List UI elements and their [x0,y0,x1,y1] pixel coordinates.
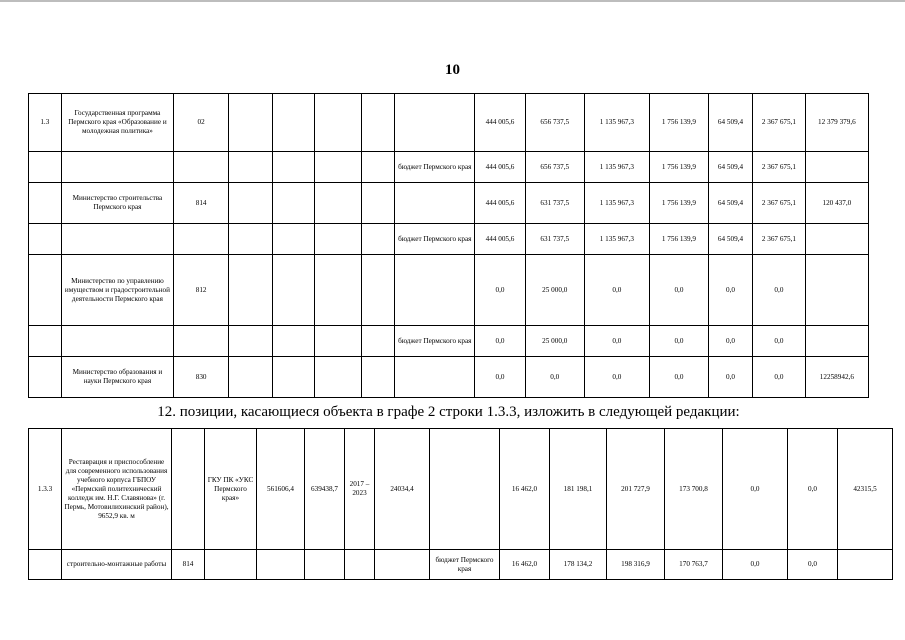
table-cell: 0,0 [584,326,649,357]
table-cell: 1 135 967,3 [584,183,649,224]
table-cell [315,326,361,357]
table-cell [805,224,868,255]
table-cell [305,550,345,580]
table-cell: 656 737,5 [525,152,584,183]
table-row [29,152,869,183]
table-cell: 201 727,9 [607,429,665,550]
table-row [29,429,893,550]
table-cell: 444 005,6 [475,224,526,255]
table-cell: 444 005,6 [475,183,526,224]
table-cell [838,550,893,580]
table-cell [273,152,315,183]
table-cell: бюджет Пермского края [395,152,475,183]
table-cell: 0,0 [753,255,806,326]
table-cell [395,183,475,224]
amendment-note: 12. позиции, касающиеся объекта в графе 2 строки 1.3.3, изложить в следующей редакции: [157,404,740,420]
table-cell [273,357,315,398]
table-cell: Министерство по управлению имуществом и градостроительной деятельности Пермского края [61,255,174,326]
table-cell: Министерство образования и науки Пермского края [61,357,174,398]
table-cell [228,224,272,255]
table-cell [315,183,361,224]
table-cell [257,550,305,580]
table-cell: 24034,4 [375,429,430,550]
table-cell: 1 135 967,3 [584,224,649,255]
table-cell: бюджет Пермского края [430,550,500,580]
table-cell [228,326,272,357]
table-cell [174,152,229,183]
table-cell: 0,0 [584,255,649,326]
table-cell: 178 134,2 [550,550,607,580]
table-row [29,94,869,152]
table-cell [395,357,475,398]
table-cell: 656 737,5 [525,94,584,152]
table-cell: 0,0 [475,357,526,398]
table-cell [430,429,500,550]
table-cell: 198 316,9 [607,550,665,580]
page-number: 10 [445,62,460,78]
table-cell: 0,0 [475,255,526,326]
table-cell: 181 198,1 [550,429,607,550]
table-cell: 0,0 [649,326,708,357]
table-cell [228,357,272,398]
scan-edge-line [0,0,905,2]
table-cell [29,326,62,357]
table-cell [805,255,868,326]
table-cell: 0,0 [475,326,526,357]
table-cell: 812 [174,255,229,326]
table-cell: 0,0 [708,255,752,326]
table-cell [395,94,475,152]
table-row [29,550,893,580]
table-cell: 561606,4 [257,429,305,550]
table-cell: бюджет Пермского края [395,326,475,357]
table-cell: 1 756 139,9 [649,94,708,152]
table-cell [315,94,361,152]
table-cell [805,152,868,183]
table-cell [805,326,868,357]
budget-table-2 [28,428,893,580]
table-cell [205,550,257,580]
table-cell: 0,0 [723,550,788,580]
table-row [29,255,869,326]
table-cell: 0,0 [708,326,752,357]
table-cell: строительно-монтажные работы [62,550,172,580]
table-cell: 170 763,7 [665,550,723,580]
table-cell: 12 379 379,6 [805,94,868,152]
table-cell [29,183,62,224]
table-cell: 0,0 [649,255,708,326]
table-cell [361,357,395,398]
table-cell [61,326,174,357]
table-cell [29,357,62,398]
table-cell: 631 737,5 [525,224,584,255]
table-cell [61,224,174,255]
table-cell: 120 437,0 [805,183,868,224]
table-cell: 0,0 [753,357,806,398]
table-cell: 0,0 [788,550,838,580]
table-cell [361,326,395,357]
table-cell [273,183,315,224]
table-cell [174,326,229,357]
table-cell: Министерство строительства Пермского края [61,183,174,224]
table-cell [361,94,395,152]
table-cell [375,550,430,580]
table-cell: 42315,5 [838,429,893,550]
table-cell: 0,0 [753,326,806,357]
table-cell: 444 005,6 [475,152,526,183]
table-cell: 0,0 [708,357,752,398]
table-cell: 639438,7 [305,429,345,550]
table-cell: 2 367 675,1 [753,152,806,183]
table-cell: 814 [174,183,229,224]
table-cell: 2 367 675,1 [753,94,806,152]
table-cell [273,326,315,357]
table-cell: 2 367 675,1 [753,183,806,224]
table-cell [172,429,205,550]
table-cell: 1 756 139,9 [649,152,708,183]
table-cell: 64 509,4 [708,94,752,152]
table-cell [273,224,315,255]
table-row [29,357,869,398]
table-cell: 814 [172,550,205,580]
table-cell: 2 367 675,1 [753,224,806,255]
table-cell: 0,0 [649,357,708,398]
table-cell [29,152,62,183]
table-cell: 1.3 [29,94,62,152]
table-cell [361,152,395,183]
table-cell [315,224,361,255]
table-cell: 173 700,8 [665,429,723,550]
table-row [29,183,869,224]
table-cell: 64 509,4 [708,152,752,183]
table-cell: 444 005,6 [475,94,526,152]
table-cell: 830 [174,357,229,398]
table-cell: 02 [174,94,229,152]
table-cell [273,255,315,326]
table-cell: 1.3.3 [29,429,62,550]
table-cell: 0,0 [525,357,584,398]
table-cell: 64 509,4 [708,224,752,255]
table-cell: ГКУ ПК «УКС Пермского края» [205,429,257,550]
table-cell: 2017 – 2023 [345,429,375,550]
table-cell: 25 000,0 [525,326,584,357]
table-cell: бюджет Пермского края [395,224,475,255]
table-cell [61,152,174,183]
table-cell: 1 756 139,9 [649,183,708,224]
table-cell: 1 135 967,3 [584,152,649,183]
table-cell [273,94,315,152]
table-cell [228,255,272,326]
table-cell [361,255,395,326]
table-cell [361,224,395,255]
table-cell [174,224,229,255]
table-cell: Государственная программа Пермского края «Образование и молодежная политика» [61,94,174,152]
table-row [29,224,869,255]
table-cell [315,152,361,183]
table-cell: 1 756 139,9 [649,224,708,255]
table-cell [29,550,62,580]
table-cell: 64 509,4 [708,183,752,224]
table-cell [345,550,375,580]
table-cell: 0,0 [723,429,788,550]
table-cell: 16 462,0 [500,550,550,580]
table-cell [29,255,62,326]
table-cell: Реставрация и приспособление для современного использования учебного корпуса ГБПОУ «Пермский политехнический колледж им. Н.Г. Славянова» (г. Пермь, Мотовилихинский район), 9652,9 кв. м [62,429,172,550]
table-cell: 631 737,5 [525,183,584,224]
table-cell [315,357,361,398]
table-cell: 1 135 967,3 [584,94,649,152]
table-cell: 12258942,6 [805,357,868,398]
table-cell [395,255,475,326]
budget-table-1 [28,93,869,398]
table-cell: 25 000,0 [525,255,584,326]
table-cell [29,224,62,255]
table-cell: 16 462,0 [500,429,550,550]
table-cell [361,183,395,224]
table-cell: 0,0 [584,357,649,398]
table-cell [315,255,361,326]
table-cell: 0,0 [788,429,838,550]
table-cell [228,183,272,224]
table-cell [228,152,272,183]
table-row [29,326,869,357]
table-cell [228,94,272,152]
